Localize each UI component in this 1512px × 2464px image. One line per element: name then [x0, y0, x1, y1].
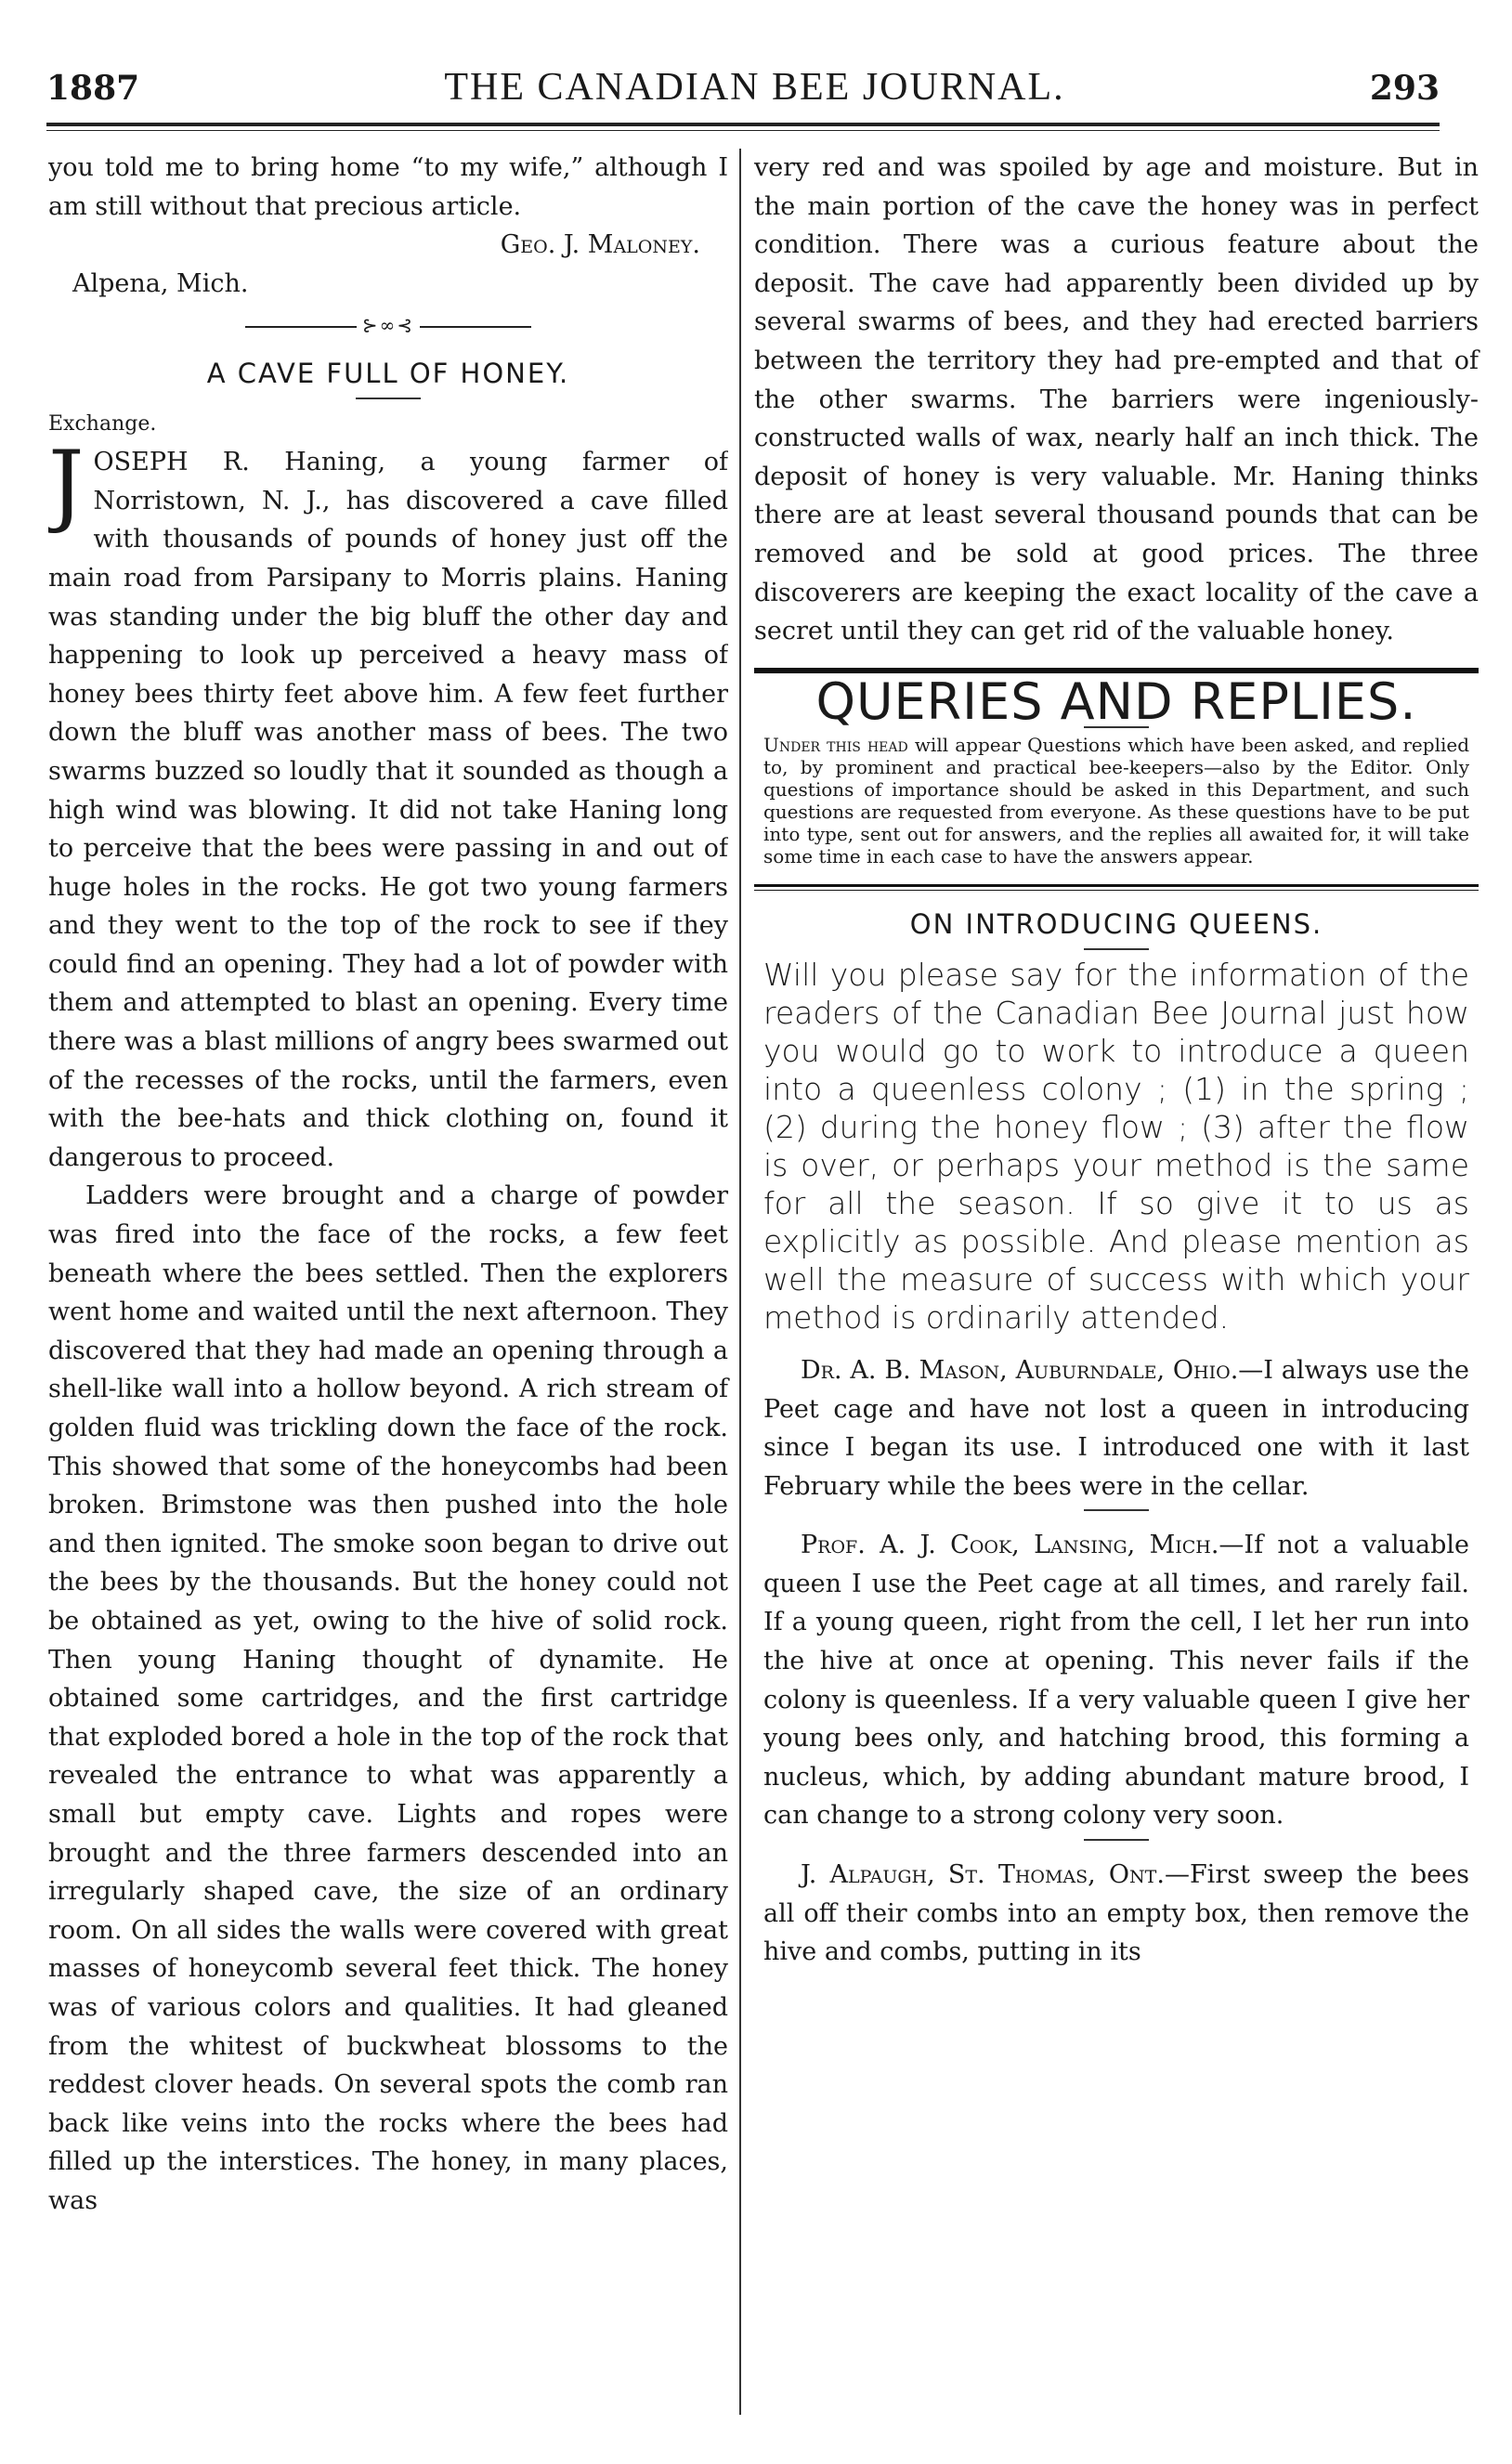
ornament-divider: ⊱∞⊰: [48, 306, 728, 345]
header-year: 1887: [46, 69, 140, 108]
queries-intro-lead: Under this head: [763, 734, 908, 757]
subsection-title: ON INTRODUCING QUEENS.: [909, 908, 1323, 941]
header-rule-thin: [46, 130, 1440, 131]
letter-signature: Geo. J. Maloney.: [500, 230, 700, 260]
letter-place: Alpena, Mich.: [72, 268, 249, 298]
drop-cap: J: [48, 443, 85, 537]
answer-text: —If not a valuable queen I use the Peet cage at all times, and rarely fail. If a young queen, right from the cell, I let her run into the hive at once at opening. This never fails if the colony is queenless. If a very valuable queen I give her young bees only, and hatching brood, this forming a nucleus, which, by adding abundant mature brood, I can change to a strong colony very soon.: [763, 1531, 1469, 1831]
article-source: Exchange.: [48, 411, 157, 436]
answer-item: [754, 1526, 1479, 1835]
column-divider: [739, 149, 741, 2415]
header-rule: [46, 123, 1440, 126]
opening-text: you told me to bring home “to my wife,” although I am still without that precious article.: [48, 153, 728, 221]
left-column: [48, 149, 728, 2220]
answer-author: Dr. A. B. Mason, Auburndale, Ohio.: [801, 1355, 1239, 1385]
double-rule-thin: [754, 890, 1479, 891]
answer-item: [754, 1856, 1479, 1972]
title-rule: [356, 398, 421, 399]
article-paragraph-2: Ladders were brought and a charge of powder was fired into the face of the rocks, a few feet beneath where the bees settled. Then the explorers went home and waited until the next afternoon. They discovered that they had made an opening through a shell-like wall into a hollow beyond. A rich stream of golden fluid was trickling down the face of the rock. This showed that some of the honeycombs had been broken. Brimstone was then pushed into the hole and then ignited. The smoke soon began to drive out the bees by the thousands. But the honey could not be obtained as yet, owing to the hive of solid rock. Then young Haning thought of dynamite. He obtained some cartridges, and the first cartridge that exploded bored a hole in the top of the rock that revealed the entrance to what was apparently a small but empty cave. Lights and ropes were brought and the three farmers descended into an irregularly shaped cave, the size of an ordinary room. On all sides the walls were covered with great masses of honeycomb several feet thick. The honey was of various colors and qualities. It had gleaned from the whitest of buckwheat blossoms to the reddest clover heads. On several spots the comb ran back like veins into the rocks where the bees had filled up the interstices. The honey, in many places, was: [48, 1181, 728, 2215]
journal-title: THE CANADIAN BEE JOURNAL.: [444, 66, 1065, 109]
page-header: [46, 65, 1440, 121]
article-title: A CAVE FULL OF HONEY.: [206, 357, 570, 389]
article-continuation: very red and was spoiled by age and moisture. But in the main portion of the cave the honey was in perfect condition. There was a curious feature about the deposit. The cave had apparently been divided up by several swarms of bees, and they had erected barriers between the territory they had pre-empted and that of the other swarms. The barriers were ingeniously-constructed walls of wax, nearly half an inch thick. The deposit of honey is very valuable. Mr. Haning thinks there are at least several thousand pounds that can be removed and be sold at good prices. The three discoverers are keeping the exact locality of the cave a secret until they can get rid of the valuable honey.: [754, 153, 1479, 646]
answer-author: Prof. A. J. Cook, Lansing, Mich.: [801, 1531, 1219, 1560]
answer-author: J. Alpaugh, St. Thomas, Ont.: [801, 1860, 1165, 1890]
subsection-rule: [1084, 948, 1149, 950]
article-paragraph-1: [48, 443, 728, 1177]
queries-intro: [754, 734, 1479, 867]
paragraph-1-text: OSEPH R. Haning, a young farmer of Norristown, N. J., has discovered a cave filled with thousands of pounds of honey just off the main road from Parsipany to Morris plains. Haning was standing under the big bluff the other day and happening to look up perceived a heavy mass of honey bees thirty feet above him. A few feet further down the bluff was another mass of bees. The two swarms buzzed so loudly that it sounded as though a high wind was blowing. It did not take Haning long to perceive that the bees were passing in and out of huge holes in the rocks. He got two young farmers and they went to the top of the rock to see if they could find an opening. They had a lot of powder with them and attempted to blast an opening. Every time there was a blast millions of angry bees swarmed out of the recesses of the rocks, until the farmers, even with the bee-hats and thick clothing on, found it dangerous to proceed.: [48, 448, 728, 1172]
double-rule-thick: [754, 884, 1479, 887]
answer-item: [754, 1351, 1479, 1506]
right-column: [754, 149, 1479, 1972]
question-text: Will you please say for the information of the readers of the Canadian Bee Journal just how you would go to work to introduce a queen into a queenless colony ; (1) in the spring ; (2) during the honey flow ; (3) after the flow is over, or perhaps your method is the same for all the season. If so give it to us as explicitly as possible. And please mention as well the measure of success with which your method is ordinarily attended.: [763, 956, 1469, 1336]
answer-rule: [1084, 1839, 1149, 1841]
answer-text: —First sweep the bees all off their combs into an empty box, then remove the hive and combs, putting in its: [763, 1860, 1469, 1967]
queries-title: QUERIES AND REPLIES.: [815, 671, 1417, 731]
queries-intro-text: will appear Questions which have been asked, and replied to, by prominent and practical bee-keepers—also by the Editor. Only questions of importance should be asked in this Department, and such questions are requested from everyone. As these questions have to be put into type, sent out for answers, and the replies all awaited for, it will take some time in each case to have the answers appear.: [763, 734, 1470, 868]
answer-text: —I always use the Peet cage and have not lost a queen in introducing since I began its use. I introduced one with it last February while the bees were in the cellar.: [763, 1355, 1469, 1501]
page-number: 293: [1369, 69, 1440, 108]
answer-rule: [1084, 1509, 1149, 1511]
